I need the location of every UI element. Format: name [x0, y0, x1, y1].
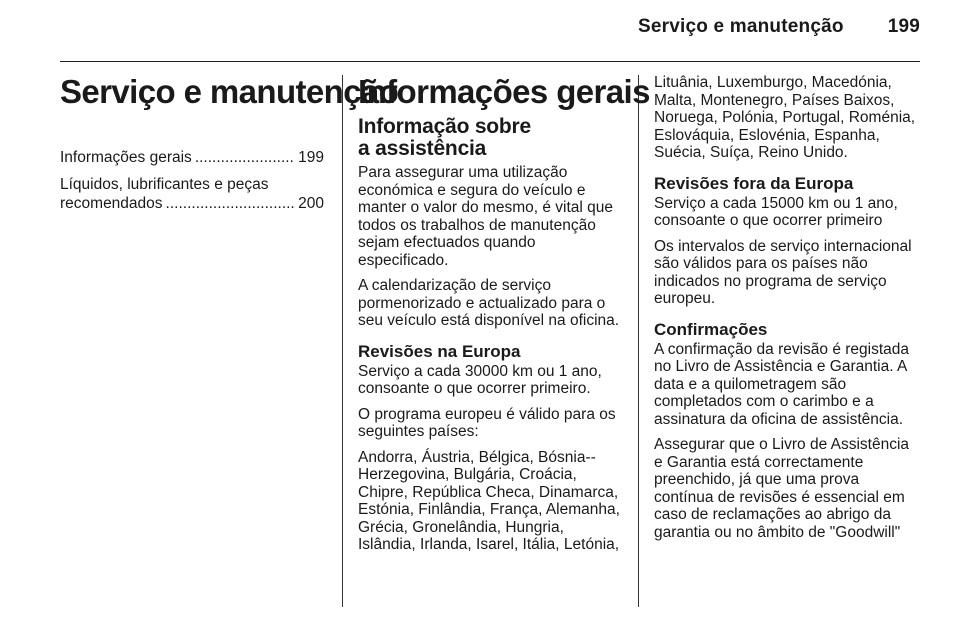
international-intervals-paragraph: Os intervalos de serviço internacional são válidos para os países não indicados no programa de serviço europeu. [654, 237, 912, 307]
header-rule [60, 61, 920, 62]
toc-entry-label-line1: Líquidos, lubrificantes e peças [60, 176, 269, 194]
chapter-title: Serviço e manutenção [60, 73, 399, 110]
column-divider-2 [638, 75, 639, 607]
outside-interval-paragraph: Serviço a cada 15000 km ou 1 ano, consoante o que ocorrer primeiro [654, 194, 898, 229]
toc-entry-label: Informações gerais [60, 149, 192, 167]
toc-entry-page: 199 [298, 149, 324, 167]
column-toc [60, 73, 399, 221]
europe-heading: Revisões na Europa [358, 341, 521, 361]
countries-list-part2: Lituânia, Luxemburgo, Macedónia, Malta, Montenegro, Países Baixos, Noruega, Polónia, Portugal, Roménia, Eslováquia, Eslovénia, Espanha, Suécia, Suíça, Reino Unido. [654, 74, 916, 161]
toc-entry-label: recomendados [60, 195, 163, 213]
subsection-title [358, 116, 622, 160]
page-number: 199 [887, 16, 920, 37]
service-intro-paragraph: Para assegurar uma utilização económica e segura do veículo e manter o valor do mesmo, é vital que todos os trabalhos de manutenção sejam efectuados quando especificado. [358, 164, 614, 269]
column-general-info [358, 73, 650, 562]
column-reviews [654, 74, 920, 549]
outside-europe-heading: Revisões fora da Europa [654, 173, 854, 193]
toc-entry-page: 200 [298, 195, 324, 213]
header-chapter-title: Serviço e manutenção [637, 16, 844, 37]
warranty-book-paragraph: Assegurar que o Livro de Assistência e Garantia está correctamente preenchido, já que uma prova contínua de revisões é essencial em caso de reclamações ao abrigo da garantia ou no âmbito de "Goodwill" [654, 436, 910, 541]
countries-list-part1: Andorra, Áustria, Bélgica, Bósnia--Herzegovina, Bulgária, Croácia, Chipre, República Checa, Dinamarca, Estónia, Finlândia, França, Alemanha, Grécia, Gronelândia, Hungria, Islândia, Irlanda, Isarel, Itália, Letónia, [358, 448, 620, 554]
toc-entry-general-info[interactable] [60, 148, 324, 167]
section-title: Informações gerais [358, 73, 650, 110]
column-divider-1 [342, 75, 343, 607]
confirmation-record-paragraph: A confirmação da revisão é registada no Livro de Assistência e Garantia. A data e a quilometragem são completados com o carimbo e a assinatura da oficina de assistência. [654, 340, 910, 428]
europe-program-paragraph: O programa europeu é válido para os seguintes países: [358, 405, 616, 441]
subsection-title-line1: Informação sobre [358, 115, 532, 139]
service-schedule-paragraph: A calendarização de serviço pormenorizado e actualizado para o seu veículo está disponível na oficina. [358, 277, 620, 330]
subsection-title-line2: a assistência [358, 137, 487, 161]
toc-leader-dots [195, 148, 295, 167]
confirmations-heading: Confirmações [654, 319, 768, 339]
toc-entry-fluids[interactable] [60, 175, 324, 213]
europe-interval-paragraph: Serviço a cada 30000 km ou 1 ano, consoante o que ocorrer primeiro. [358, 362, 602, 398]
toc-leader-dots [166, 194, 296, 213]
running-header [638, 16, 920, 38]
